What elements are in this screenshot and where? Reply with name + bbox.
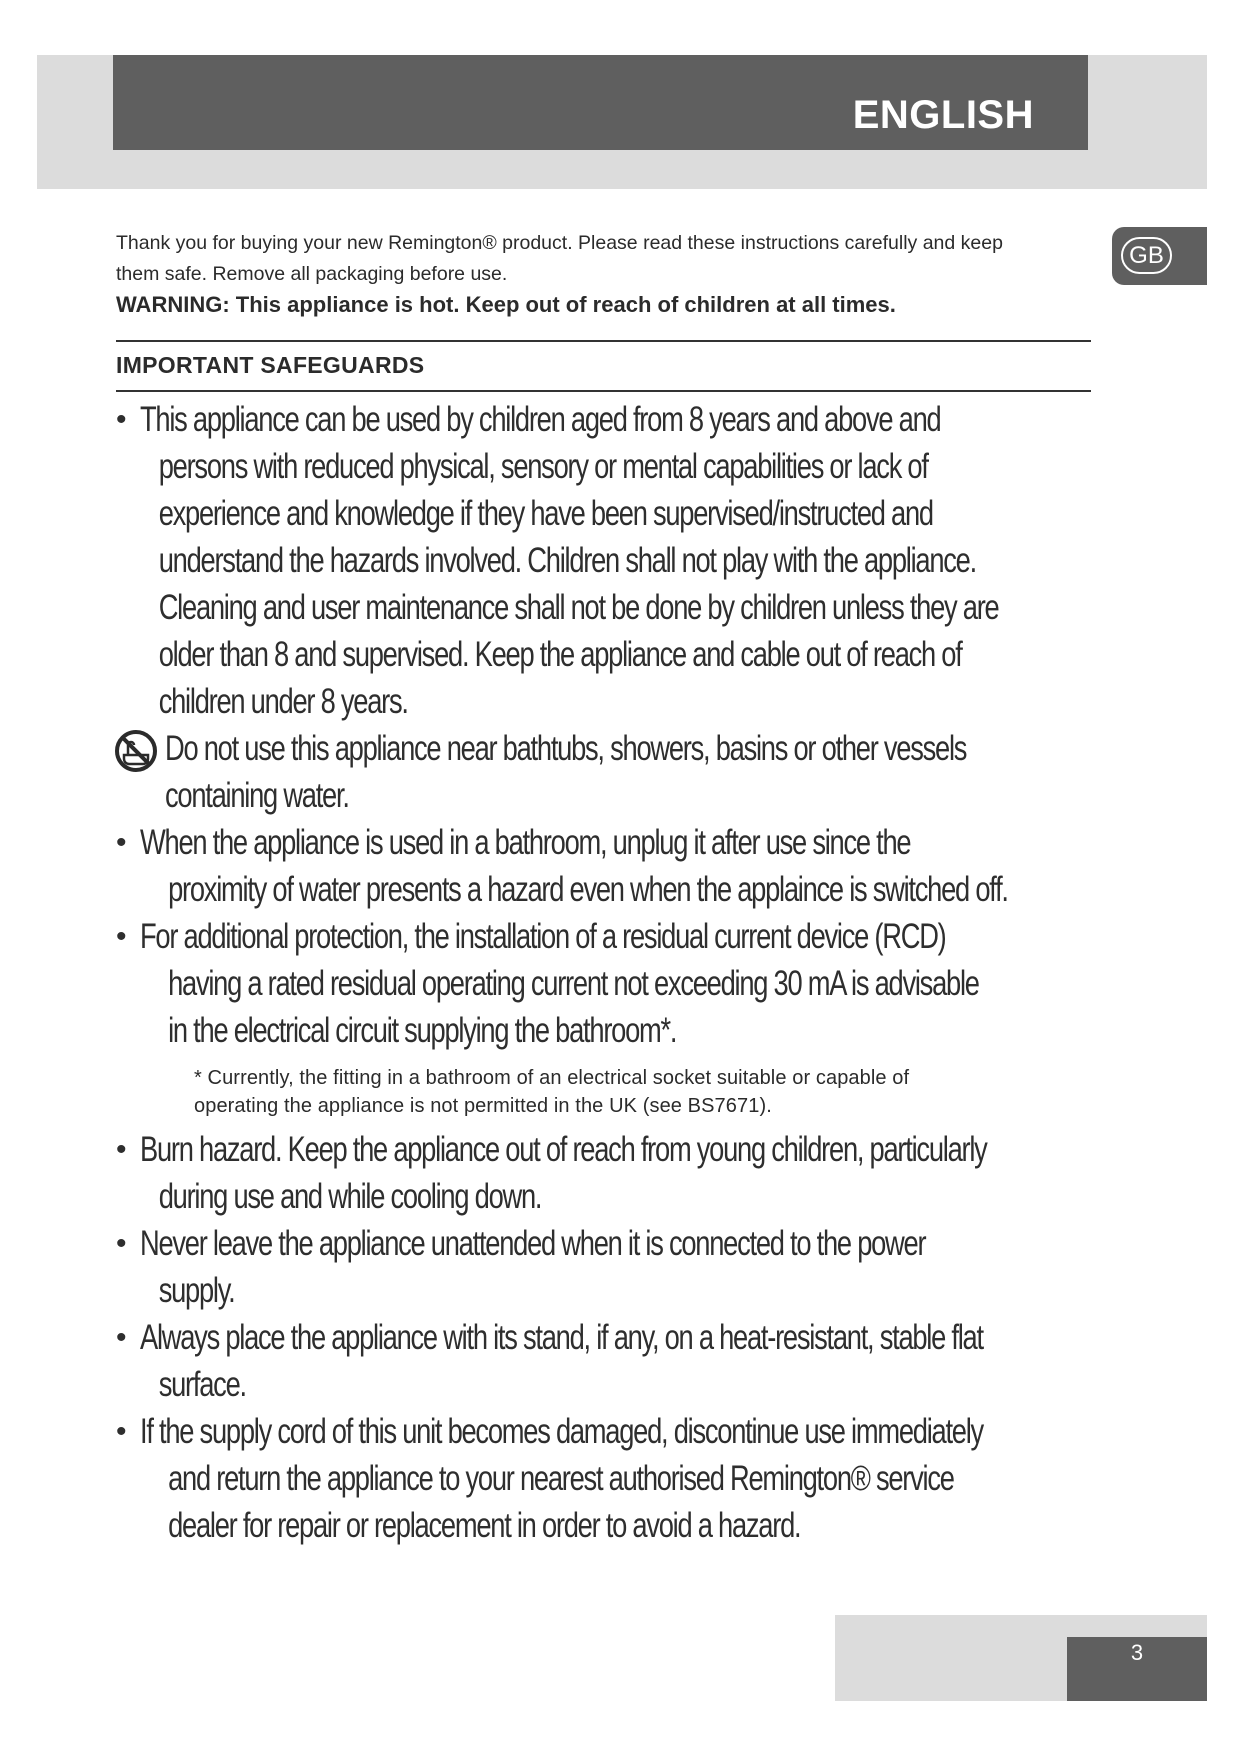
warning-text: WARNING: This appliance is hot. Keep out of reach of children at all times.: [116, 292, 896, 317]
footnote-line: operating the appliance is not permitted in the UK (see BS7671).: [194, 1095, 772, 1117]
safeguard-line: during use and while cooling down.: [158, 1177, 542, 1216]
safeguard-line: and return the appliance to your nearest authorised Remington® service: [168, 1459, 954, 1498]
language-tab: [1112, 227, 1207, 285]
bullet-icon: •: [116, 1227, 125, 1260]
safeguard-item: [116, 819, 1091, 913]
divider-top: [116, 340, 1091, 342]
safeguard-item: [116, 1220, 1091, 1314]
divider-bottom: [116, 390, 1091, 392]
language-code-badge: GB: [1121, 237, 1172, 274]
safeguard-line: This appliance can be used by children aged from 8 years and above and: [140, 400, 941, 439]
no-water-bathtub-icon: [114, 729, 158, 773]
safeguard-item: [116, 1314, 1091, 1408]
bullet-icon: •: [116, 1133, 125, 1166]
safeguard-item: [116, 913, 1091, 1120]
safeguard-line: having a rated residual operating current not exceeding 30 mA is advisable: [168, 964, 979, 1003]
safeguard-line: in the electrical circuit supplying the bathroom*.: [168, 1011, 677, 1050]
safeguard-item: [116, 1126, 1091, 1220]
safeguard-line: supply.: [158, 1271, 235, 1310]
safeguard-line: proximity of water presents a hazard even when the applaince is switched off.: [168, 870, 1008, 909]
footnote: [194, 1064, 1091, 1120]
safeguard-line: experience and knowledge if they have been supervised/instructed and: [158, 494, 933, 533]
bullet-icon: •: [116, 1321, 125, 1354]
safeguard-line: When the appliance is used in a bathroom, unplug it after use since the: [140, 823, 911, 862]
safeguard-line: persons with reduced physical, sensory or mental capabilities or lack of: [158, 447, 928, 486]
safeguard-line: For additional protection, the installation of a residual current device (RCD): [140, 917, 946, 956]
safeguard-item: [116, 396, 1091, 725]
safeguards-list: [116, 396, 1091, 1549]
section-title: IMPORTANT SAFEGUARDS: [116, 352, 425, 378]
safeguard-line: children under 8 years.: [158, 682, 408, 721]
intro-line-2: them safe. Remove all packaging before use.: [116, 263, 508, 285]
safeguard-line: older than 8 and supervised. Keep the appliance and cable out of reach of: [158, 635, 962, 674]
safeguard-line: Cleaning and user maintenance shall not be done by children unless they are: [158, 588, 999, 627]
language-title: ENGLISH: [852, 93, 1034, 137]
safeguard-line: surface.: [158, 1365, 246, 1404]
safeguard-line: understand the hazards involved. Children shall not play with the appliance.: [158, 541, 976, 580]
footnote-line: * Currently, the fitting in a bathroom of an electrical socket suitable or capable of: [194, 1067, 910, 1089]
safeguard-line: If the supply cord of this unit becomes damaged, discontinue use immediately: [140, 1412, 983, 1451]
safeguard-line: Do not use this appliance near bathtubs, showers, basins or other vessels: [165, 729, 967, 768]
safeguard-item: [116, 725, 1091, 819]
bullet-icon: •: [116, 1415, 125, 1448]
safeguard-item: [116, 1408, 1091, 1549]
intro-line-1: Thank you for buying your new Remington® product. Please read these instructions carefully and keep: [116, 232, 1003, 254]
safeguard-line: dealer for repair or replacement in order to avoid a hazard.: [168, 1506, 801, 1545]
safeguard-line: Always place the appliance with its stand, if any, on a heat-resistant, stable flat: [140, 1318, 983, 1357]
page-number: 3: [1067, 1637, 1207, 1701]
bullet-icon: •: [116, 403, 125, 436]
safeguard-line: Never leave the appliance unattended when it is connected to the power: [140, 1224, 926, 1263]
bullet-icon: •: [116, 920, 125, 953]
bullet-icon: •: [116, 826, 125, 859]
safeguard-line: Burn hazard. Keep the appliance out of reach from young children, particularly: [140, 1130, 987, 1169]
header-bar: [113, 55, 1088, 150]
document-body: [116, 228, 1091, 1549]
intro-text: [116, 228, 1091, 290]
safeguard-line: containing water.: [165, 776, 349, 815]
